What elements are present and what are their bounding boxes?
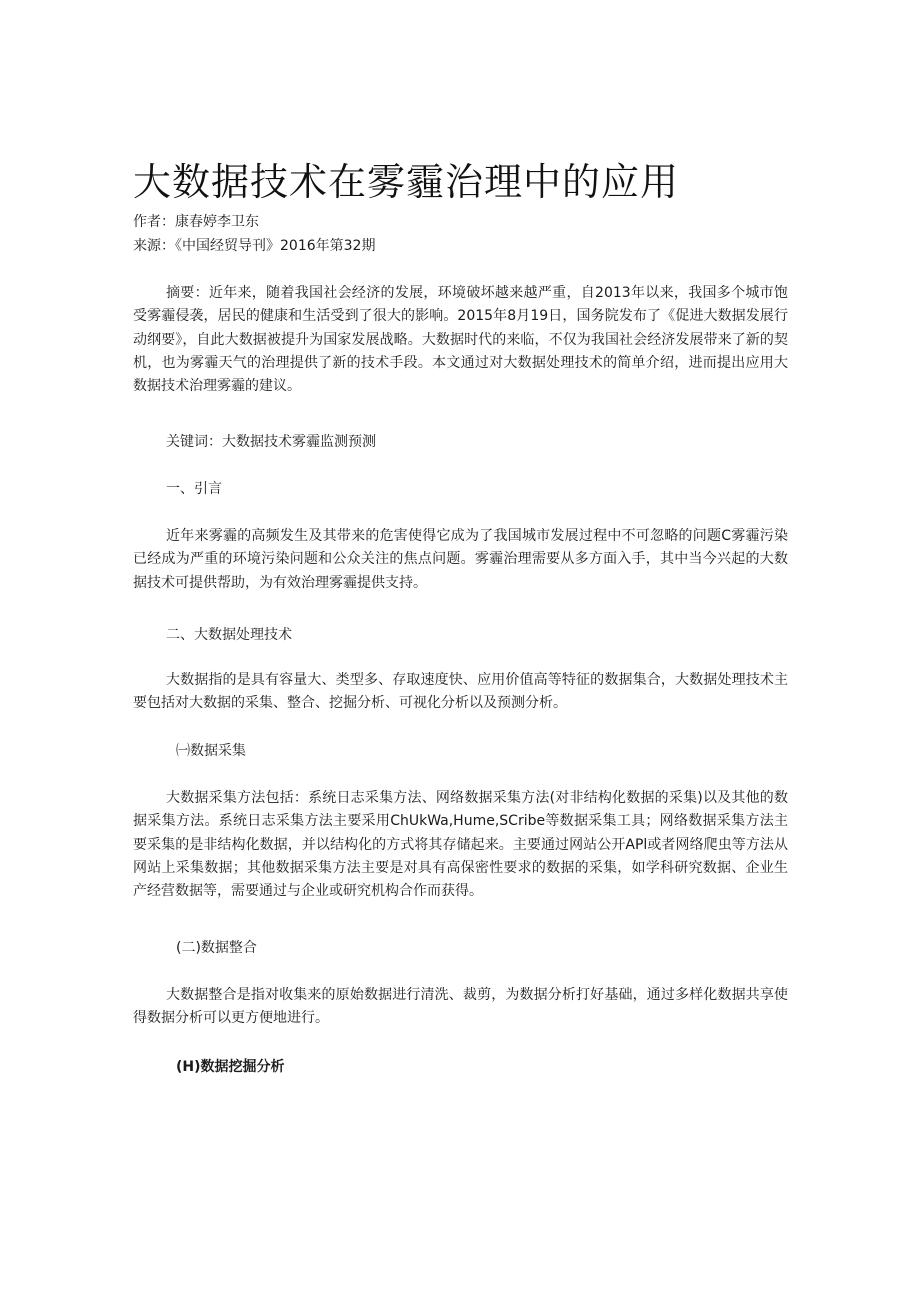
article-author: 作者：康春婷李卫东 bbox=[133, 214, 259, 230]
section-heading-intro: 一、引言 bbox=[166, 481, 222, 497]
subsection-heading-collect: ㈠数据采集 bbox=[176, 743, 246, 759]
article-source: 来源：《中国经贸导刊》2016年第32期 bbox=[133, 238, 376, 254]
abstract-paragraph: 摘要：近年来，随着我国社会经济的发展，环境破坏越来越严重，自2013年以来，我国多个城市饱受雾霾侵袭，居民的健康和生活受到了很大的影响。2015年8月19日，国务院发布了《促进大数据发展行动纲要》，自此大数据被提升为国家发展战略。大数据时代的来临，不仅为我国社会经济发展带来了新的契机，也为雾霾天气的治理提供了新的技术手段。本文通过对大数据处理技术的简单介绍，进而提出应用大数据技术治理雾霾的建议。 bbox=[133, 285, 788, 395]
collect-paragraph: 大数据采集方法包括：系统日志采集方法、网络数据采集方法(对非结构化数据的采集)以及其他的数据采集方法。系统日志采集方法主要采用ChUkWa,Hume,SCribe等数据采集工具；网络数据采集方法主要采集的是非结构化数据，并以结构化的方式将其存储起来。主要通过网站公开APl或者网络爬虫等方法从网站上采集数据；其他数据采集方法主要是对具有高保密性要求的数据的采集，如学科研究数据、企业生产经营数据等，需要通过与企业或研究机构合作而获得。 bbox=[133, 790, 788, 900]
subsection-heading-mining: (H)数据挖掘分析 bbox=[176, 1059, 285, 1075]
integrate-paragraph: 大数据整合是指对收集来的原始数据进行清洗、裁剪，为数据分析打好基础，通过多样化数据共享使得数据分析可以更方便地进行。 bbox=[133, 987, 788, 1027]
keywords-line: 关键词：大数据技术雾霾监测预测 bbox=[166, 434, 376, 450]
section-heading-tech: 二、大数据处理技术 bbox=[166, 627, 292, 643]
article-title: 大数据技术在雾霾治理中的应用 bbox=[133, 160, 680, 204]
tech-paragraph: 大数据指的是具有容量大、类型多、存取速度快、应用价值高等特征的数据集合，大数据处理技术主要包括对大数据的采集、整合、挖掘分析、可视化分析以及预测分析。 bbox=[133, 672, 788, 712]
subsection-heading-integrate: (二)数据整合 bbox=[176, 940, 257, 956]
intro-paragraph: 近年来雾霾的高频发生及其带来的危害使得它成为了我国城市发展过程中不可忽略的问题C雾霾污染已经成为严重的环境污染问题和公众关注的焦点问题。雾霾治理需要从多方面入手，其中当今兴起的大数据技术可提供帮助，为有效治理雾霾提供支持。 bbox=[133, 528, 788, 591]
